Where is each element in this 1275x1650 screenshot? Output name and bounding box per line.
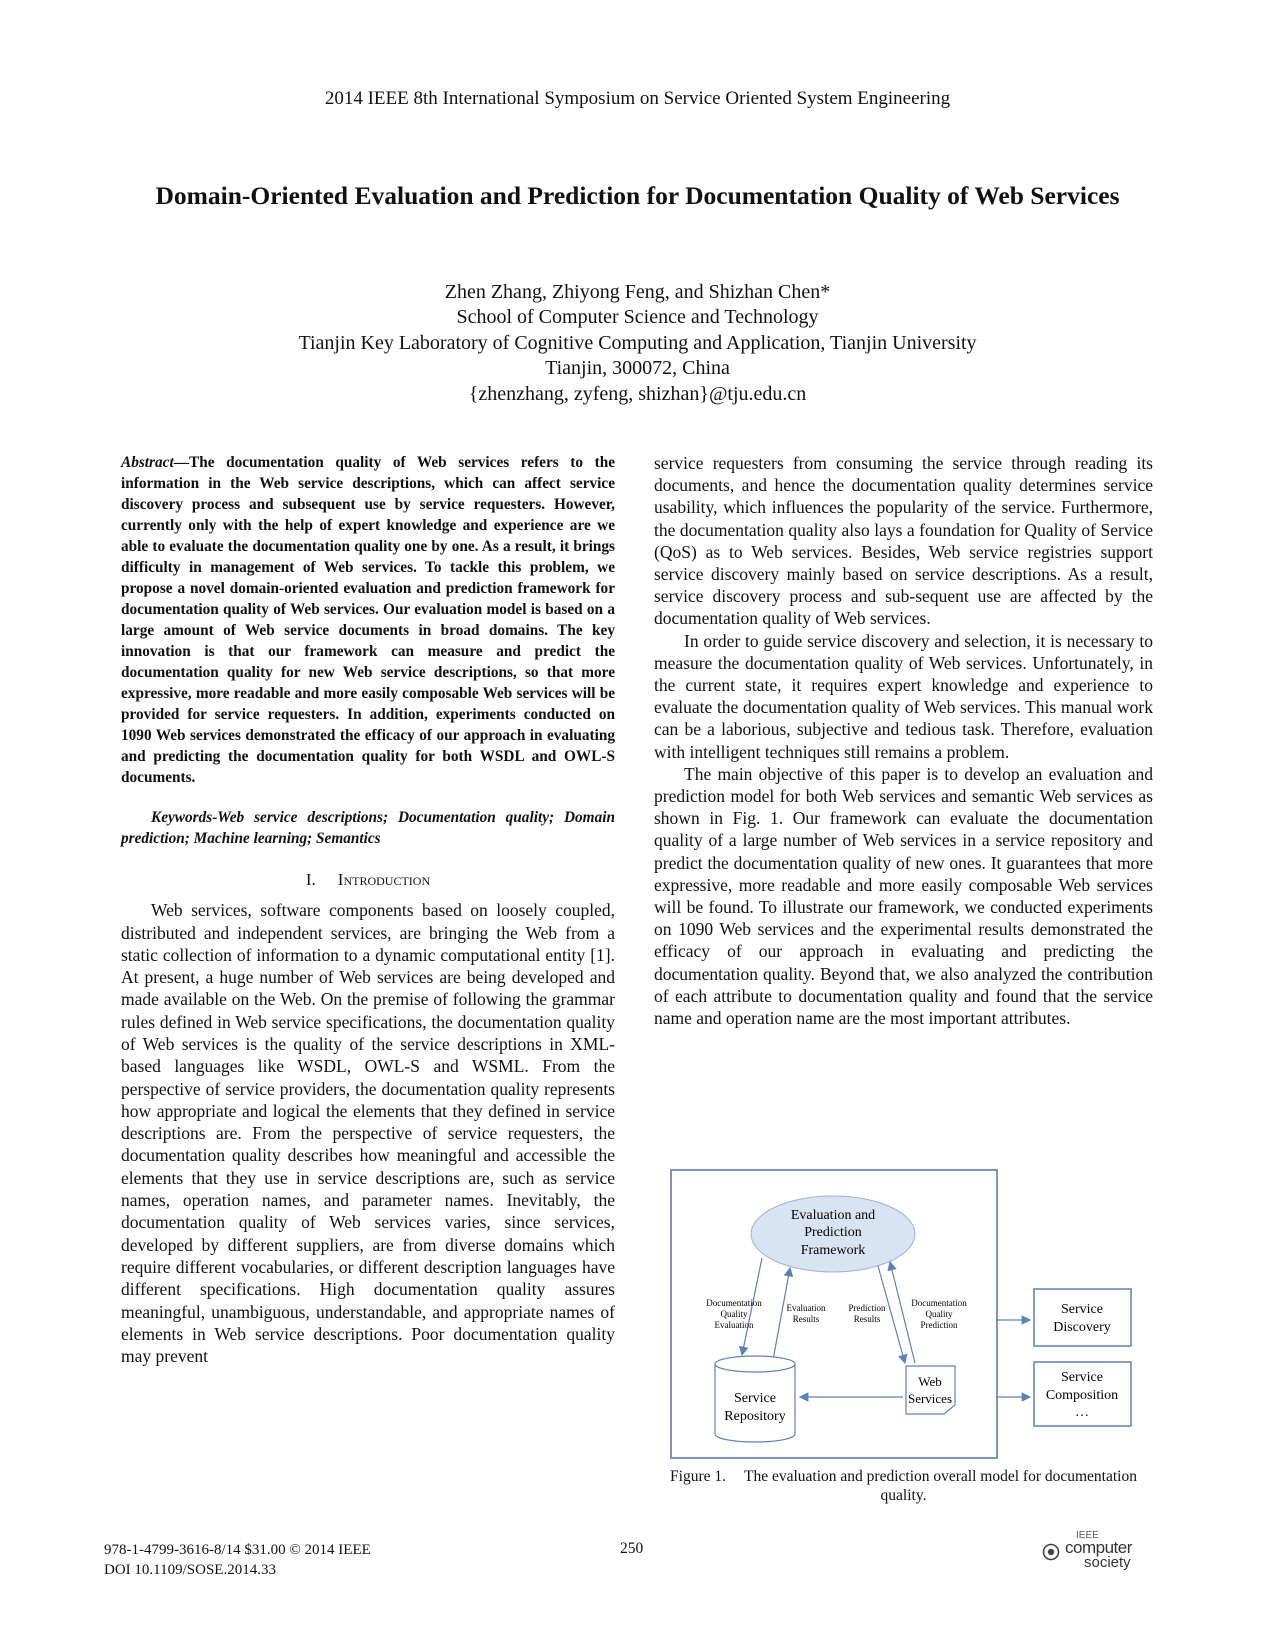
author-school: School of Computer Science and Technology <box>456 306 819 329</box>
arrow-repository-to-framework <box>773 1268 790 1360</box>
label-eval-results-1: Evaluation <box>786 1303 826 1313</box>
conference-header: 2014 IEEE 8th International Symposium on Service Oriented System Engineering <box>324 88 951 109</box>
abstract-text: —The documentation quality of Web services refers to the information in the Web service descriptions, which can affect service discovery process and subsequent use by service requesters. However, currently only with the help of expert knowledge and experience are we able to evaluate the documentation quality one by one. As a result, it brings difficulty in management of Web services. To tackle this problem, we propose a novel domain-oriented evaluation and prediction framework for documentation quality of Web services. Our evaluation model is based on a large amount of Web service documents in broad domains. The key innovation is that our framework can measure and predict the documentation quality for new Web service descriptions, so that more expressive, more readable and more easily composable Web services will be provided for service requesters. In addition, experiments conducted on 1090 Web services demonstrated the efficacy of our approach in evaluating and predicting the documentation quality for both WSDL and OWL-S documents. <box>121 454 615 786</box>
author-names: Zhen Zhang, Zhiyong Feng, and Shizhan Chen* <box>444 281 831 303</box>
body-paragraph-2: In order to guide service discovery and selection, it is necessary to measure the documentation quality of Web services. Unfortunately, in the current state, it requires expert knowledge and experience to evaluate the documentation quality of Web services. This manual work can be a laborious, subjective and tedious task. Therefore, evaluation with intelligent techniques still remains a problem. <box>654 630 1153 762</box>
keywords: Keywords-Web service descriptions; Documentation quality; Domain prediction; Machine learning; Semantics <box>121 809 615 847</box>
arrow-framework-to-webservices <box>878 1266 905 1363</box>
label-doc-pred-1: Documentation <box>911 1298 967 1308</box>
logo-ieee: IEEE <box>1076 1530 1099 1541</box>
section-title: Introduction <box>337 870 431 889</box>
arrow-webservices-to-framework <box>890 1262 915 1363</box>
author-lab: Tianjin Key Laboratory of Cognitive Computing and Application, Tianjin University <box>298 331 977 354</box>
paper-title: Domain-Oriented Evaluation and Prediction for Documentation Quality of Web Services <box>155 181 1120 210</box>
label-doc-pred-2: Quality <box>925 1309 953 1319</box>
label-eval-results-2: Results <box>792 1314 820 1324</box>
framework-label-1: Evaluation and <box>790 1208 876 1223</box>
webservices-label-2: Services <box>907 1391 953 1406</box>
body-paragraph-3: The main objective of this paper is to develop an evaluation and prediction model for both Web services and semantic Web services as shown in Fig. 1. Our framework can evaluate the documentation quality of a large number of Web services in a service repository and predict the documentation quality of new ones. It guarantees that more expressive, more readable and more easily composable Web services will be found. To illustrate our framework, we conducted experiments on 1090 Web services and the experimental results demonstrated the efficacy of our approach in evaluating and predicting the documentation quality. Beyond that, we also analyzed the contribution of each attribute to documentation quality and found that the service name and operation name are the most important attributes. <box>654 763 1153 1029</box>
framework-label-2: Prediction <box>804 1225 862 1240</box>
section-number: I. <box>305 870 316 889</box>
author-city: Tianjin, 300072, China <box>545 357 730 380</box>
composition-label-2: Composition <box>1045 1388 1119 1403</box>
label-doc-eval-1: Documentation <box>706 1298 762 1308</box>
repository-label-1: Service <box>734 1391 776 1406</box>
service-discovery-box <box>1034 1289 1131 1346</box>
globe-icon <box>1042 1543 1060 1561</box>
ieee-computer-society-logo <box>1040 1530 1150 1574</box>
footer-doi: DOI 10.1109/SOSE.2014.33 <box>104 1562 276 1578</box>
author-email: {zhenzhang, zyfeng, shizhan}@tju.edu.cn <box>468 382 807 405</box>
label-doc-eval-2: Quality <box>720 1309 748 1319</box>
webservices-label-1: Web <box>918 1374 942 1389</box>
composition-label-3: … <box>1075 1405 1089 1420</box>
label-pred-results-2: Results <box>853 1314 881 1324</box>
logo-computer: computer <box>1065 1538 1132 1557</box>
label-pred-results-1: Prediction <box>848 1303 886 1313</box>
logo-society: society <box>1084 1554 1131 1571</box>
body-paragraph-1: service requesters from consuming the service through reading its documents, and hence the documentation quality determines service usability, which influences the popularity of the service. Furthermore, the documentation quality also lays a foundation for Quality of Service (QoS) as to Web services. Besides, Web service registries support service discovery mainly based on service descriptions. As a result, service discovery process and sub-sequent use are affected by the documentation quality of Web services. <box>654 453 1153 629</box>
figure-caption <box>654 1467 1153 1505</box>
discovery-label-2: Discovery <box>1053 1320 1111 1335</box>
caption-text: The evaluation and prediction overall model for documentation quality. <box>744 1468 1137 1504</box>
repository-label-2: Repository <box>724 1409 786 1424</box>
composition-label-1: Service <box>1061 1370 1103 1385</box>
caption-label: Figure 1. <box>670 1468 726 1485</box>
abstract-lead: Abstract <box>121 454 174 471</box>
page-number: 250 <box>620 1540 644 1557</box>
framework-label-3: Framework <box>800 1243 866 1258</box>
discovery-label-1: Service <box>1061 1302 1103 1317</box>
footer-left <box>104 1540 371 1580</box>
footer-isbn: 978-1-4799-3616-8/14 $31.00 © 2014 IEEE <box>104 1542 371 1558</box>
intro-paragraph: Web services, software components based on loosely coupled, distributed and independent services, are bringing the Web from a static collection of information to a dynamic computational entity [1]. At present, a huge number of Web services are being developed and made available on the Web. On the premise of following the grammar rules defined in Web service specifications, the documentation quality of Web services is the quality of the service descriptions in XML-based languages like WSDL, OWL-S and WSML. From the perspective of service providers, the documentation quality represents how appropriate and logical the elements that they defined in service descriptions are. From the perspective of service requesters, the documentation quality describes how meaningful and accessible the elements that they use in service descriptions are, such as service names, operation names, and parameter names. Inevitably, the documentation quality of Web services varies, since services, developed by different suppliers, are from diverse domains which require different vocabularies, or different description languages have different specifications. High documentation quality assures meaningful, unambiguous, understandable, and appropriate names of elements in Web service descriptions. Poor documentation quality may prevent <box>121 900 615 1367</box>
label-doc-pred-3: Prediction <box>920 1320 958 1330</box>
label-doc-eval-3: Evaluation <box>714 1320 754 1330</box>
